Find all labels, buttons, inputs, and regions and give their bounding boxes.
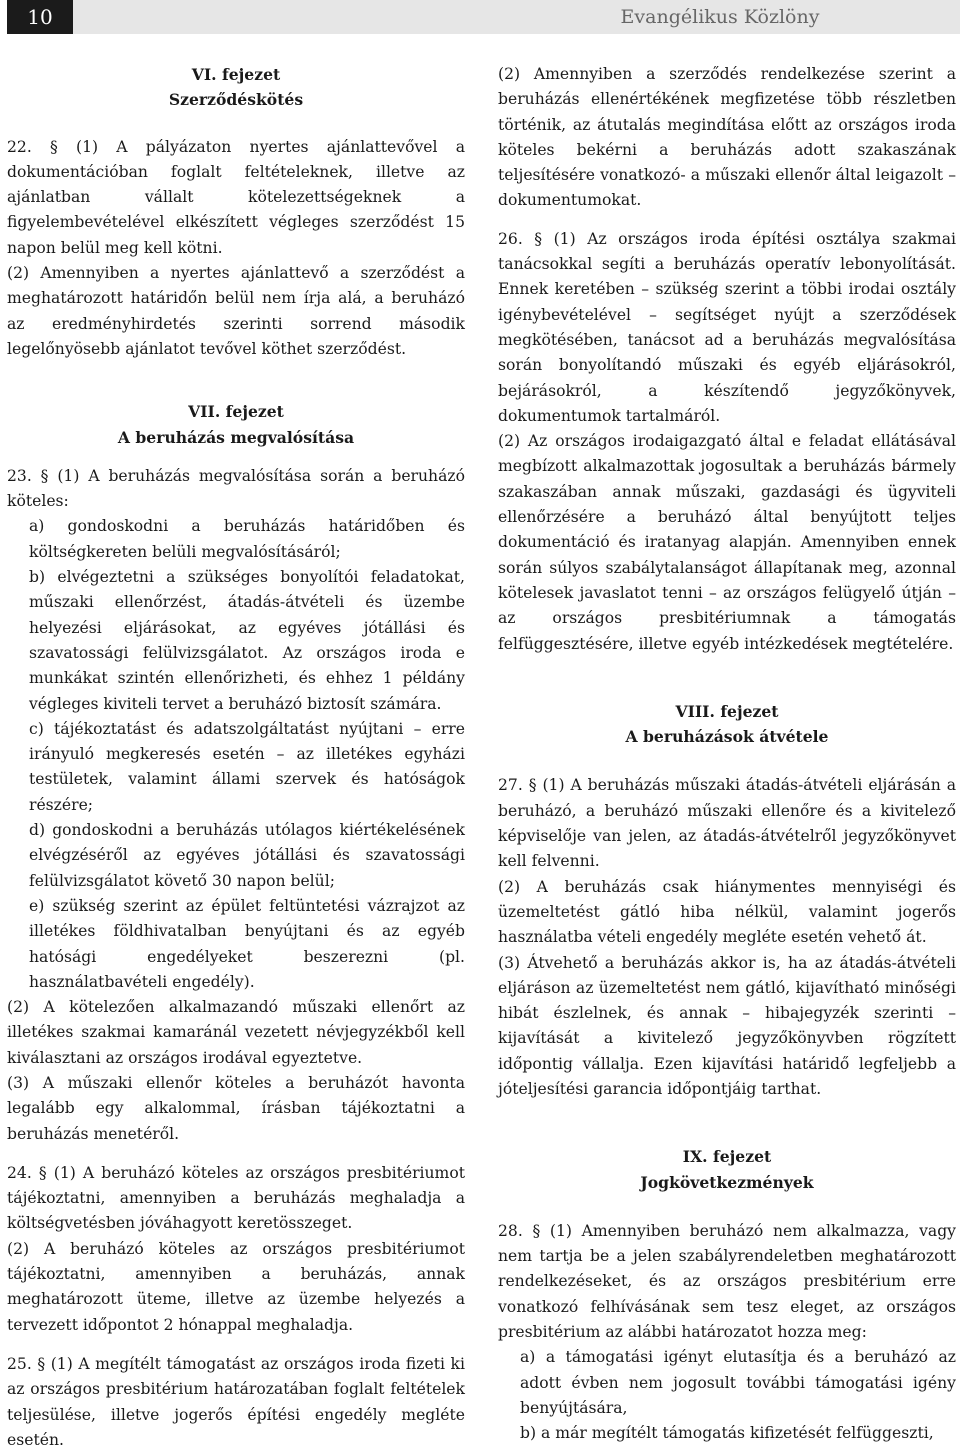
paragraph: 27. § (1) A beruházás műszaki átadás-átvételi eljárásán a beruházó, a beruházó műszaki ellenőre és a kivitelező képviselője van jelen, az átadás-átvételről jegyzőkönyvet kell felvenni. — [498, 776, 956, 871]
list-item: c) tájékoztatást és adatszolgáltatást nyújtani – erre irányuló megkeresés esetén – az illetékes egyházi testületek, valamint állami szervek és hatóságok részére; — [29, 719, 465, 814]
paragraph: 26. § (1) Az országos iroda építési osztálya szakmai tanácsokkal segíti a beruházás operatív lebonyolítását. Ennek keretében – szükség szerint a többi irodai osztály igénybevételével – segítséget nyújt a szerződések megkötésében, tanácsot ad a beruházás megvalósítása során bonyolítandó műszaki és egyéb eljárásokról, bejárásokról, a készítendő jegyzőkönyvek, dokumentumok tartalmáról. — [498, 229, 956, 425]
paragraph: (2) Az országos irodaigazgató által e feladat ellátásával megbízott alkalmazottak jogosultak a beruházás bármely szakaszában annak műszaki, gazdasági és ügyviteli ellenőrzésére a beruházó által benyújtott teljes dokumentáció és iratanyag alapján. Amennyiben ennek során súlyos szabálytalanságot állapítanak meg, azonnal kötelesek javaslatot tenni – az országos felügyelő útján – az országos presbitériumnak a támogatás felfüggesztésére, illetve egyéb intézkedések megtételére. — [498, 432, 956, 653]
paragraph: (2) A kötelezően alkalmazandó műszaki ellenőrt az illetékes szakmai kamaránál vezetett névjegyzékből kell kiválasztani az országos irodával egyeztetve. — [7, 998, 465, 1067]
list-item: d) gondoskodni a beruházás utólagos kiértékelésének elvégzéséről az egyéves jótállási és szavatossági felülvizsgálatot követő 30 napon belül; — [29, 821, 465, 890]
list-item: a) gondoskodni a beruházás határidőben és költségkereten belüli megvalósításáról; — [29, 517, 465, 561]
list-item: a) a támogatási igényt elutasítja és a beruházó az adott évben nem jogosult további támogatási igény benyújtására, — [520, 1348, 956, 1417]
list-item: b) elvégeztetni a szükséges bonyolítói feladatokat, műszaki ellenőrzést, átadás-átvételi és üzembe helyezési eljárásokat, az egyéves jótállási és szavatossági felülvizsgálatot. Az országos iroda e munkákat szintén ellenőrizheti, és ehhez 1 példány végleges kiviteli tervet a beruházó biztosít számára. — [29, 568, 465, 713]
chapter-title: A beruházások átvétele — [625, 727, 829, 747]
paragraph: 22. § (1) A pályázaton nyertes ajánlattevővel a dokumentációban foglalt feltételeknek, illetve az ajánlatban vállalt kötelezettségeknek a figyelembevételével elkészített végleges szerződést 15 napon belül meg kell kötni. — [7, 137, 465, 257]
chapter-heading — [498, 699, 956, 750]
chapter-title: Szerződéskötés — [168, 90, 304, 110]
paragraph: 24. § (1) A beruházó köteles az országos presbitériumot tájékoztatni, amennyiben a beruházás meghaladja a költségvetésben jóváhagyott keretösszeget. — [7, 1163, 465, 1233]
page-number: 10 — [7, 0, 73, 34]
chapter-title: A beruházás megvalósítása — [117, 427, 355, 447]
chapter-number: VI. fejezet — [191, 65, 281, 84]
chapter-number: VIII. fejezet — [675, 701, 779, 721]
list-item: e) szükség szerint az épület feltüntetési vázrajzot az illetékes földhivatalban benyújtani és az egyéb hatósági engedélyeket beszerezni (pl. használatbavételi engedély). — [29, 896, 465, 991]
page-header — [7, 0, 960, 34]
paragraph: 25. § (1) A megítélt támogatást az országos iroda fizeti ki az országos presbitérium határozatában foglalt feltételek teljesülése, illetve jogerős építési engedély megléte esetén. — [7, 1354, 465, 1449]
list-item: b) a már megítélt támogatás kifizetését felfüggeszti, — [520, 1424, 934, 1443]
paragraph: (2) A beruházó köteles az országos presbitériumot tájékoztatni, amennyiben a beruházás, annak meghatározott üteme, illetve az üzembe helyezés a tervezett időpontot 2 hónappal meghaladja. — [7, 1239, 465, 1334]
paragraph: 23. § (1) A beruházás megvalósítása során a beruházó köteles: — [7, 466, 465, 511]
paragraph: (2) Amennyiben a szerződés rendelkezése szerint a beruházás ellenértékének megfizetése több részletben történik, az átutalás megindítása előtt az országos iroda köteles bekérni a beruházás adott szakaszának teljesítésére vonatkozó- a műszaki ellenőr által leigazolt – dokumentumokat. — [498, 65, 956, 210]
paragraph: 28. § (1) Amennyiben beruházó nem alkalmazza, vagy nem tartja be a jelen szabályrendeletben meghatározott rendelkezéseket, és az országos presbitérium erre vonatkozó felhívásának sem tesz eleget, az országos presbitérium az alábbi határozatot hozza meg: — [498, 1221, 956, 1342]
chapter-title: Jogkövetkezmények — [640, 1172, 814, 1192]
journal-title: Evangélikus Közlöny — [620, 6, 820, 28]
paragraph: (2) A beruházás csak hiánymentes mennyiségi és üzemeltetést gátló hiba nélkül, valamint jogerős használatba vételi engedély megléte esetén vehető át. — [498, 877, 956, 947]
left-column — [7, 62, 465, 1449]
chapter-number: VII. fejezet — [188, 402, 284, 422]
paragraph: (3) Átvehető a beruházás akkor is, ha az átadás-átvételi eljáráson az üzemeltetést nem gátló, kijavítható minőségi hibát észlelnek, és annak – hibajegyzék szerinti – kijavítását a kivitelező jegyzőkönyvben rögzített időpontig vállalja. Ezen kijavítási határidő legfeljebb a jóteljesítési garancia időpontjáig tarthat. — [498, 953, 956, 1098]
paragraph: (3) A műszaki ellenőr köteles a beruházót havonta legalább egy alkalommal, írásban tájékoztatni a beruházás menetéről. — [7, 1073, 465, 1143]
chapter-heading — [7, 399, 465, 450]
paragraph: (2) Amennyiben a nyertes ajánlattevő a szerződést a meghatározott határidőn belül nem írja alá, a beruházó az eredményhirdetés szerinti sorrend második legelőnyösebb ajánlatot tevővel köthet szerződést. — [7, 264, 465, 358]
chapter-number: IX. fejezet — [682, 1147, 772, 1167]
chapter-heading — [7, 62, 465, 113]
right-column — [498, 62, 956, 1447]
chapter-heading — [498, 1144, 956, 1195]
